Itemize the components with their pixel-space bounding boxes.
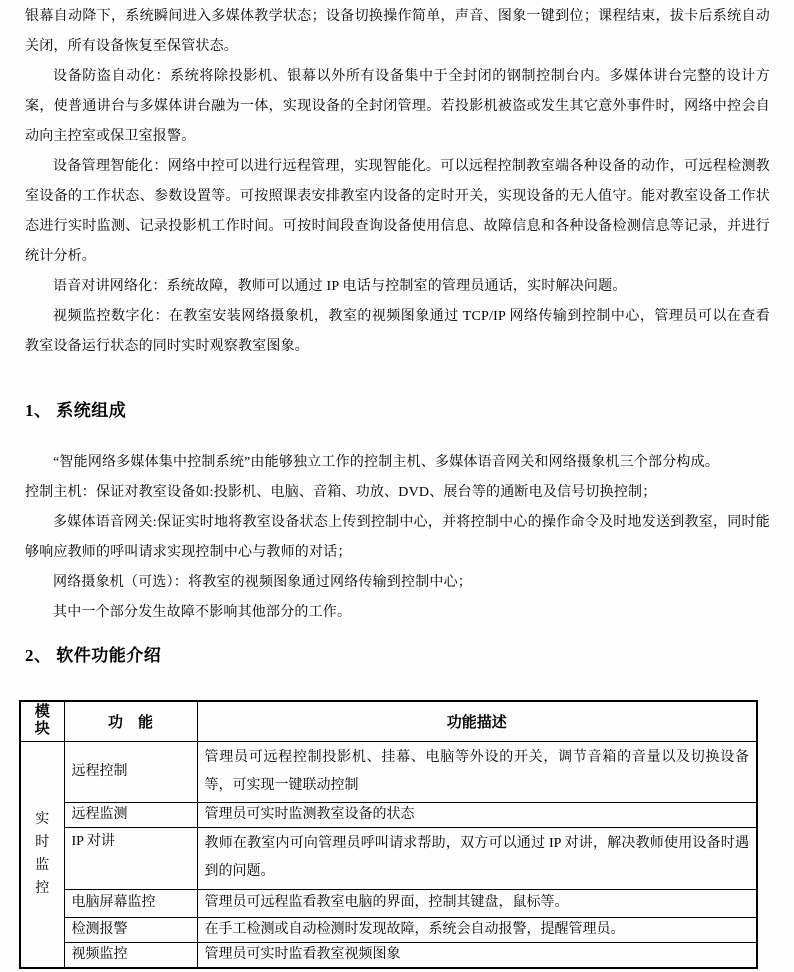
function-name-cell: 远程监测	[64, 802, 197, 827]
paragraph-device-management-intelligent: 设备管理智能化：网络中控可以进行远程管理，实现智能化。可以远程控制教室端各种设备的动作，可远程检测教室设备的工作状态、参数设置等。可按照课表安排教室内设备的定时开关，实现设备的无人值守。能对教室设备工作状态进行实时监测、记录投影机工作时间。可按时间段查询设备使用信息、故障信息和各种设备检测信息等记录，并进行统计分析。	[25, 159, 770, 264]
paragraph-anti-theft-automation: 设备防盗自动化：系统将除投影机、银幕以外所有设备集中于全封闭的钢制控制台内。多媒体讲台完整的设计方案，使普通讲台与多媒体讲台融为一体，实现设备的全封闭管理。若投影机被盗或发生其它意外事件时，网络中控会自动向主控室或保卫室报警。	[25, 69, 770, 144]
function-description-cell: 教师在教室内可向管理员呼叫请求帮助，双方可以通过 IP 对讲，解决教师使用设备时遇到的问题。	[197, 827, 757, 889]
function-column-header: 功 能	[64, 701, 197, 741]
function-name-cell: 视频监控	[64, 942, 197, 968]
function-name-cell: 检测报警	[64, 917, 197, 942]
section-2-heading: 2、 软件功能介绍	[25, 646, 162, 665]
function-name-cell: 电脑屏幕监控	[64, 889, 197, 917]
function-name-cell: 远程控制	[64, 741, 197, 802]
function-description-cell: 管理员可远程控制投影机、挂幕、电脑等外设的开关，调节音箱的音量以及切换设备等，可实现一键联动控制	[197, 741, 757, 802]
module-column-header	[20, 701, 64, 741]
function-description-cell: 管理员可远程监看教室电脑的界面，控制其键盘，鼠标等。	[197, 889, 757, 917]
module-group-label: 实时监控	[35, 812, 50, 896]
function-description-cell: 管理员可实时监看教室视频图象	[197, 942, 757, 968]
description-column-header: 功能描述	[197, 701, 757, 741]
paragraph-voice-intercom-networked: 语音对讲网络化：系统故障，教师可以通过 IP 电话与控制室的管理员通话，实时解决问题。	[53, 279, 627, 294]
table-row-ip-intercom	[20, 827, 757, 889]
function-description-cell: 在手工检测或自动检测时发现故障，系统会自动报警，提醒管理员。	[197, 917, 757, 942]
paragraph-system-composition: “智能网络多媒体集中控制系统”由能够独立工作的控制主机、多媒体语音网关和网络摄象机三个部分构成。	[53, 455, 720, 470]
paragraph-system-auto-state: 银幕自动降下，系统瞬间进入多媒体教学状态；设备切换操作简单，声音、图象一键到位；课程结束，拔卡后系统自动关闭，所有设备恢复至保管状态。	[25, 9, 770, 54]
module-column-header-label: 模块	[34, 703, 50, 738]
section-1-heading: 1、 系统组成	[25, 401, 127, 420]
table-row-remote-monitoring	[20, 802, 757, 827]
table-row-detection-alarm	[20, 917, 757, 942]
function-name-cell: IP 对讲	[64, 827, 197, 889]
table-row-pc-screen-monitoring	[20, 889, 757, 917]
paragraph-fault-independence: 其中一个部分发生故障不影响其他部分的工作。	[53, 605, 352, 620]
table-header-row	[20, 701, 757, 741]
paragraph-control-host: 控制主机：保证对教室设备如:投影机、电脑、音箱、功放、DVD、展台等的通断电及信号切换控制；	[25, 485, 657, 500]
paragraph-voice-gateway: 多媒体语音网关:保证实时地将教室设备状态上传到控制中心，并将控制中心的操作命令及时地发送到教室，同时能够响应教师的呼叫请求实现控制中心与教师的对话；	[25, 515, 770, 560]
software-functions-table	[19, 700, 758, 969]
table-row-video-monitoring	[20, 942, 757, 968]
function-description-cell: 管理员可实时监测教室设备的状态	[197, 802, 757, 827]
paragraph-video-monitor-digital: 视频监控数字化：在教室安装网络摄象机，教室的视频图象通过 TCP/IP 网络传输到控制中心，管理员可以在查看教室设备运行状态的同时实时观察教室图象。	[25, 309, 770, 354]
table-row-remote-control	[20, 741, 757, 802]
paragraph-network-camera: 网络摄象机（可选）：将教室的视频图象通过网络传输到控制中心；	[53, 575, 472, 590]
module-group-cell	[20, 741, 64, 968]
